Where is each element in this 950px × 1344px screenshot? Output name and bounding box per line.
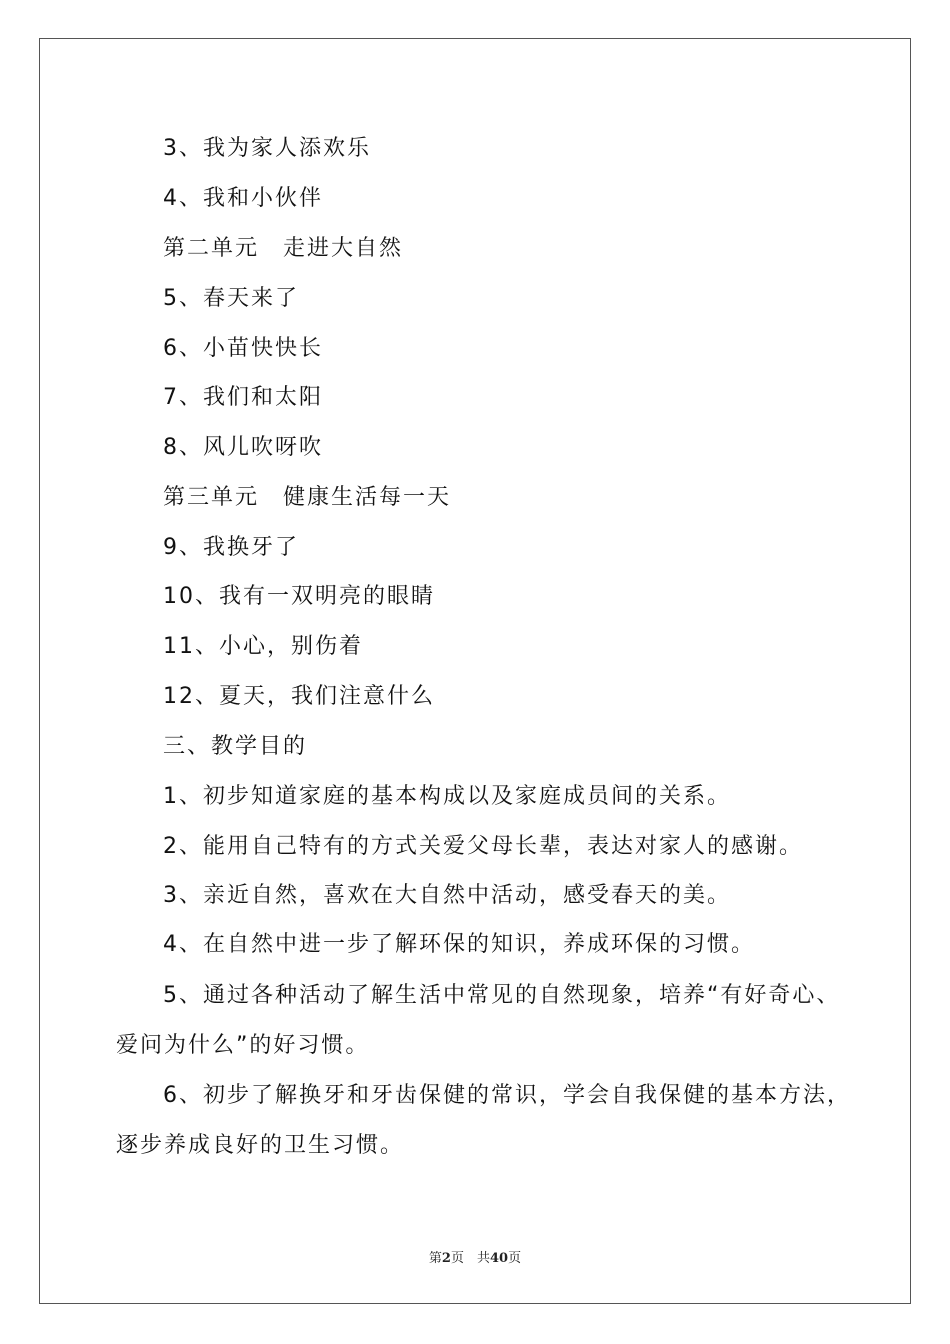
text-line: 12、夏天，我们注意什么 bbox=[163, 684, 435, 709]
section-heading: 第三单元 健康生活每一天 bbox=[163, 485, 452, 510]
text-line: 11、小心，别伤着 bbox=[163, 634, 363, 659]
text-line: 7、我们和太阳 bbox=[163, 385, 323, 410]
section-heading: 三、教学目的 bbox=[163, 734, 308, 759]
footer-page-number: 2 bbox=[441, 1251, 451, 1266]
footer-total-suffix: 页 bbox=[508, 1251, 522, 1266]
page-footer bbox=[0, 1247, 950, 1266]
section-heading: 第二单元 走进大自然 bbox=[163, 236, 404, 261]
text-line: 6、小苗快快长 bbox=[163, 336, 323, 361]
text-line: 10、我有一双明亮的眼睛 bbox=[163, 584, 435, 609]
text-line: 3、亲近自然，喜欢在大自然中活动，感受春天的美。 bbox=[163, 883, 731, 908]
footer-page-suffix: 页 共 bbox=[450, 1251, 490, 1266]
text-line: 3、我为家人添欢乐 bbox=[163, 136, 371, 161]
page-border bbox=[39, 38, 911, 1304]
text-line: 9、我换牙了 bbox=[163, 535, 299, 560]
text-line: 2、能用自己特有的方式关爱父母长辈，表达对家人的感谢。 bbox=[163, 834, 803, 859]
text-line: 6、初步了解换牙和牙齿保健的常识，学会自我保健的基本方法， bbox=[163, 1083, 851, 1108]
text-line: 爱问为什么”的好习惯。 bbox=[116, 1033, 370, 1058]
footer-total-pages: 40 bbox=[489, 1251, 509, 1266]
footer-page-prefix: 第 bbox=[428, 1251, 442, 1266]
text-line: 5、春天来了 bbox=[163, 286, 299, 311]
text-line: 1、初步知道家庭的基本构成以及家庭成员间的关系。 bbox=[163, 784, 731, 809]
text-line: 5、通过各种活动了解生活中常见的自然现象，培养“有好奇心、 bbox=[163, 983, 841, 1008]
text-line: 8、风儿吹呀吹 bbox=[163, 435, 323, 460]
text-line: 逐步养成良好的卫生习惯。 bbox=[116, 1133, 405, 1158]
text-line: 4、我和小伙伴 bbox=[163, 186, 323, 211]
text-line: 4、在自然中进一步了解环保的知识，养成环保的习惯。 bbox=[163, 932, 755, 957]
